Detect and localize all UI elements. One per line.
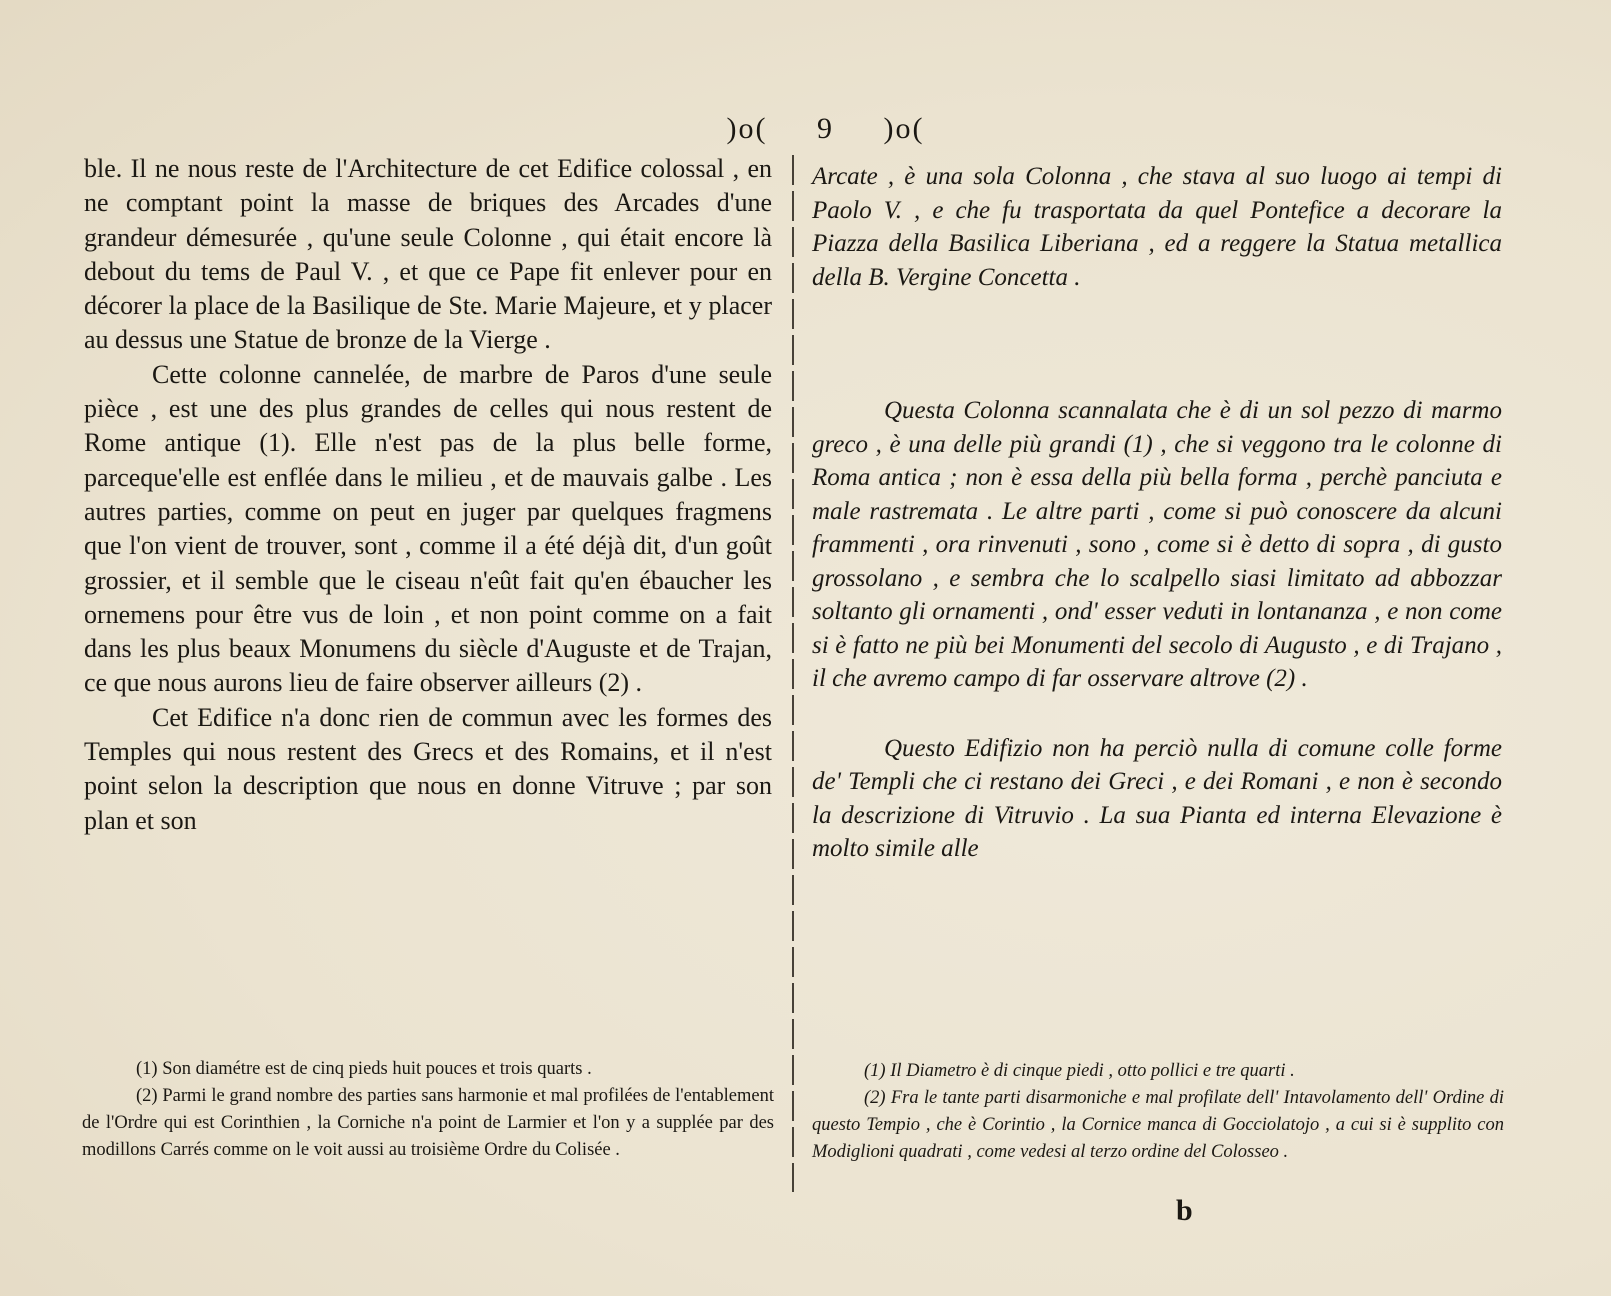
signature-mark: b [1176,1194,1193,1227]
french-paragraph-1: ble. Il ne nous reste de l'Architecture de cet Edifice colossal , en ne comptant point la masse de briques des Arcades d'une grandeur démesurée , qu'une seule Colonne , qui était encore là debout du tems de Paul V. , et que ce Pape fit enlever pour en décorer la place de la Basilique de Ste. Marie Majeure, et y placer au dessus une Statue de bronze de la Vierge . [84,154,772,355]
french-column [84,152,772,838]
italian-paragraph-3: Questo Edifizio non ha perciò nulla di comune colle forme de' Templi che ci restano dei Greci , e dei Romani , e non è secondo la descrizione di Vitruvio . La sua Pianta ed interna Elevazione è molto simile alle [812,734,1502,862]
italian-footnote-1: (1) Il Diametro è di cinque piedi , otto pollici e tre quarti . [864,1061,1295,1081]
italian-column [812,160,1502,866]
running-header [0,112,1611,146]
italian-paragraph-2: Questa Colonna scannalata che è di un sol pezzo di marmo greco , è una delle più grandi (1) , che si veggono tra le colonne di Roma antica ; non è essa della più bella forma , perchè panciuta e male rastremata . Le altre parti , come si può conoscere da alcuni frammenti , ora rinvenuti , sono , come si è detto di sopra , di gusto grossolano , e sembra che lo scalpello siasi limitato ad abbozzar soltanto gli ornamenti , ond' esser veduti in lontananza , e non come si è fatto ne più bei Monumenti del secolo di Augusto , e di Trajano , il che avremo campo di far osservare altrove (2) . [812,397,1502,692]
french-paragraph-3: Cet Edifice n'a donc rien de commun avec les formes des Temples qui nous restent des Grecs et des Romains, et il n'est point selon la description que nous en donne Vitruve ; par son plan et son [84,702,772,835]
french-footnote-1: (1) Son diamétre est de cinq pieds huit pouces et trois quarts . [136,1059,592,1079]
header-ornament-left: )o( [726,112,768,145]
italian-footnote-2: (2) Fra le tante parti disarmoniche e mal profilate dell' Intavolamento dell' Ordine di questo Tempio , che è Corintio , la Cornice manca di Gocciolatojo , a cui si è supplito con Modiglioni quadrati , come vedesi al terzo ordine del Colosseo . [812,1088,1504,1162]
french-paragraph-2: Cette colonne cannelée, de marbre de Paros d'une seule pièce , est une des plus grandes de celles qui nous restent de Rome antique (1). Elle n'est pas de la plus belle forme, parceque'elle est enflée dans le milieu , et de mauvais galbe . Les autres parties, comme on peut en juger par quelques fragmens que l'on vient de trouver, sont , comme il a été déjà dit, d'un goût grossier, et il semble que le ciseau n'eût fait qu'en ébaucher les ornemens pour être vus de loin , et non point comme on a fait dans les plus beaux Monumens du siècle d'Auguste et de Trajan, ce que nous aurons lieu de faire observer ailleurs (2) . [84,359,772,698]
italian-footnotes [812,1058,1504,1166]
page-number: 9 [817,112,834,145]
header-ornament-right: )o( [883,112,925,145]
column-divider [792,155,794,1192]
paragraph-spacer [812,696,1502,732]
french-footnotes [82,1056,774,1164]
italian-paragraph-1: Arcate , è una sola Colonna , che stava al suo luogo ai tempi di Paolo V. , e che fu trasportata da quel Pontefice a decorare la Piazza della Basilica Liberiana , ed a reggere la Statua metallica della B. Vergine Concetta . [812,163,1502,291]
french-footnote-2: (2) Parmi le grand nombre des parties sans harmonie et mal profilées de l'entablement de l'Ordre qui est Corinthien , la Corniche n'a point de Larmier et l'on y a supplée par des modillons Carrés comme on le voit aussi au troisième Ordre du Colisée . [82,1086,774,1160]
paragraph-spacer [812,294,1502,394]
